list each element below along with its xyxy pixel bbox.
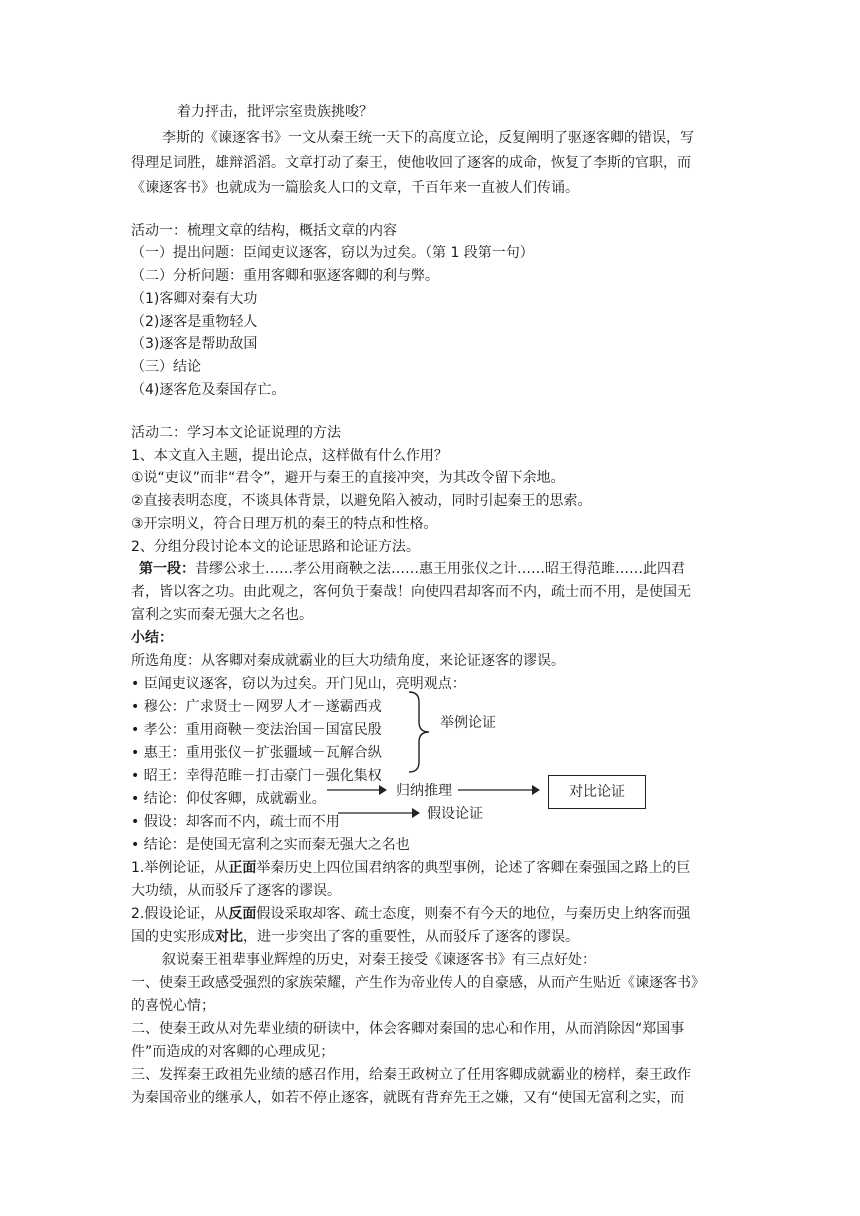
section-heading: 活动一：梳理文章的结构，概括文章的内容 xyxy=(131,223,397,239)
text-span: 1.举例论证，从 xyxy=(131,860,229,876)
bullet-item: • 孝公：重用商鞅－变法治国－国富民殷 xyxy=(131,722,382,738)
text-line: 三、发挥秦王政祖先业绩的感召作用，给秦王政树立了任用客卿成就霸业的榜样，秦王政作 xyxy=(131,1067,691,1083)
text-line: 件”而造成的对客卿的心理成见； xyxy=(131,1044,335,1060)
summary-heading: 小结： xyxy=(131,630,173,646)
bullet-item: • 穆公：广求贤士－网罗人才－遂霸西戎 xyxy=(131,699,382,715)
list-item: （3)逐客是帮助敌国 xyxy=(131,336,258,352)
text-line: 得理足词胜，雄辩滔滔。文章打动了秦王，使他收回了逐客的成命，恢复了李斯的官职，而 xyxy=(131,155,691,171)
list-item: ①说“吏议”而非“君令”，避开与秦王的直接冲突，为其改令留下余地。 xyxy=(131,470,565,486)
arrow-right-icon xyxy=(458,784,540,796)
text-line xyxy=(139,559,749,579)
bullet-item: • 惠王：重用张仪－扩张疆域－瓦解合纵 xyxy=(131,745,382,761)
text-line xyxy=(131,904,741,924)
contrast-argument-box xyxy=(548,775,646,809)
emphasis-text: 对比 xyxy=(215,929,243,945)
arrow-right-icon xyxy=(327,784,387,796)
text-line: （三）结论 xyxy=(131,359,201,375)
section-heading: 活动二：学习本文论证说理的方法 xyxy=(131,425,341,441)
bullet-item: • 昭王：幸得范睢－打击豪门－强化集权 xyxy=(131,768,382,784)
text-line: （一）提出问题：臣闻吏议逐客，窃以为过矣。（第 1 段第一句） xyxy=(131,245,534,261)
curly-brace-icon xyxy=(405,690,435,774)
text-line: 者，皆以客之功。由此观之，客何负于秦哉！向使四君却客而不内，疏士而不用，是使国无 xyxy=(131,584,691,600)
text-line xyxy=(131,927,741,947)
list-item: （2)逐客是重物轻人 xyxy=(131,314,258,330)
list-item: （1)客卿对秦有大功 xyxy=(131,291,258,307)
bullet-item: • 结论：是使国无富利之实而秦无强大之名也 xyxy=(131,837,410,853)
text-span: ，进一步突出了客的重要性，从而驳斥了逐客的谬误。 xyxy=(243,929,579,945)
induction-label: 归纳推理 xyxy=(396,783,452,799)
text-line: 叙说秦王祖辈事业辉煌的历史，对秦王接受《谏逐客书》有三点好处： xyxy=(162,952,596,968)
hypothesis-argument-label: 假设论证 xyxy=(427,806,483,822)
emphasis-text: 反面 xyxy=(228,906,257,922)
text-line: 所选角度：从客卿对秦成就霸业的巨大功绩角度，来论证逐客的谬误。 xyxy=(131,653,565,669)
paragraph-label: 第一段： xyxy=(139,561,195,577)
bullet-item: • 假设：却客而不内，疏士而不用 xyxy=(131,814,340,830)
text-span: 假设采取却客、疏士态度，则秦不有今天的地位，与秦历史上纳客而强 xyxy=(256,906,691,922)
bullet-item: • 臣闻吏议逐客，窃以为过矣。开门见山，亮明观点： xyxy=(131,676,466,692)
text-line: 大功绩，从而驳斥了逐客的谬误。 xyxy=(131,883,341,899)
text-line: 富利之实而秦无强大之名也。 xyxy=(131,607,313,623)
text-span: 国的史实形成 xyxy=(131,929,215,945)
text-line: 《谏逐客书》也就成为一篇脍炙人口的文章，千百年来一直被人们传诵。 xyxy=(131,180,579,196)
text-line: 的喜悦心情； xyxy=(131,998,215,1014)
text-line: 一、使秦王政感受强烈的家族荣耀，产生作为帝业传人的自豪感，从而产生贴近《谏逐客书》 xyxy=(131,975,705,991)
text-line: 为秦国帝业的继承人，如若不停止逐客，就既有背弃先王之嫌，又有“使国无富利之实，而 xyxy=(131,1090,685,1106)
bullet-item: • 结论：仰仗客卿，成就霸业。 xyxy=(131,791,326,807)
text-line: 2、分组分段讨论本文的论证思路和论证方法。 xyxy=(131,539,420,555)
text-line: 着力抨击，批评宗室贵族挑唆？ xyxy=(177,104,373,120)
text-line: 二、使秦王政从对先辈业绩的研读中，体会客卿对秦国的忠心和作用，从而消除因“郑国事 xyxy=(131,1021,685,1037)
quote-text: 昔缪公求士……孝公用商鞅之法……惠王用张仪之计……昭王得范雎……此四君 xyxy=(195,561,685,577)
contrast-argument-label: 对比论证 xyxy=(569,784,625,800)
list-item: ②直接表明态度，不谈具体背景，以避免陷入被动，同时引起秦王的思索。 xyxy=(131,493,592,509)
text-span: 举秦历史上四位国君纳客的典型事例，论述了客卿在秦强国之路上的巨 xyxy=(256,860,691,876)
text-line: 1、本文直入主题，提出论点，这样做有什么作用？ xyxy=(131,448,448,464)
text-line: 李斯的《谏逐客书》一文从秦王统一天下的高度立论，反复阐明了驱逐客卿的错误，写 xyxy=(162,130,694,146)
text-span: 2.假设论证，从 xyxy=(131,906,229,922)
list-item: （4)逐客危及秦国存亡。 xyxy=(131,382,286,398)
text-line: （二）分析问题：重用客卿和驱逐客卿的利与弊。 xyxy=(131,268,439,284)
list-item: ③开宗明义，符合日理万机的秦王的特点和性格。 xyxy=(131,516,438,532)
text-line xyxy=(131,858,741,878)
example-argument-label: 举例论证 xyxy=(440,715,496,731)
emphasis-text: 正面 xyxy=(228,860,257,876)
arrow-right-icon xyxy=(338,807,420,819)
